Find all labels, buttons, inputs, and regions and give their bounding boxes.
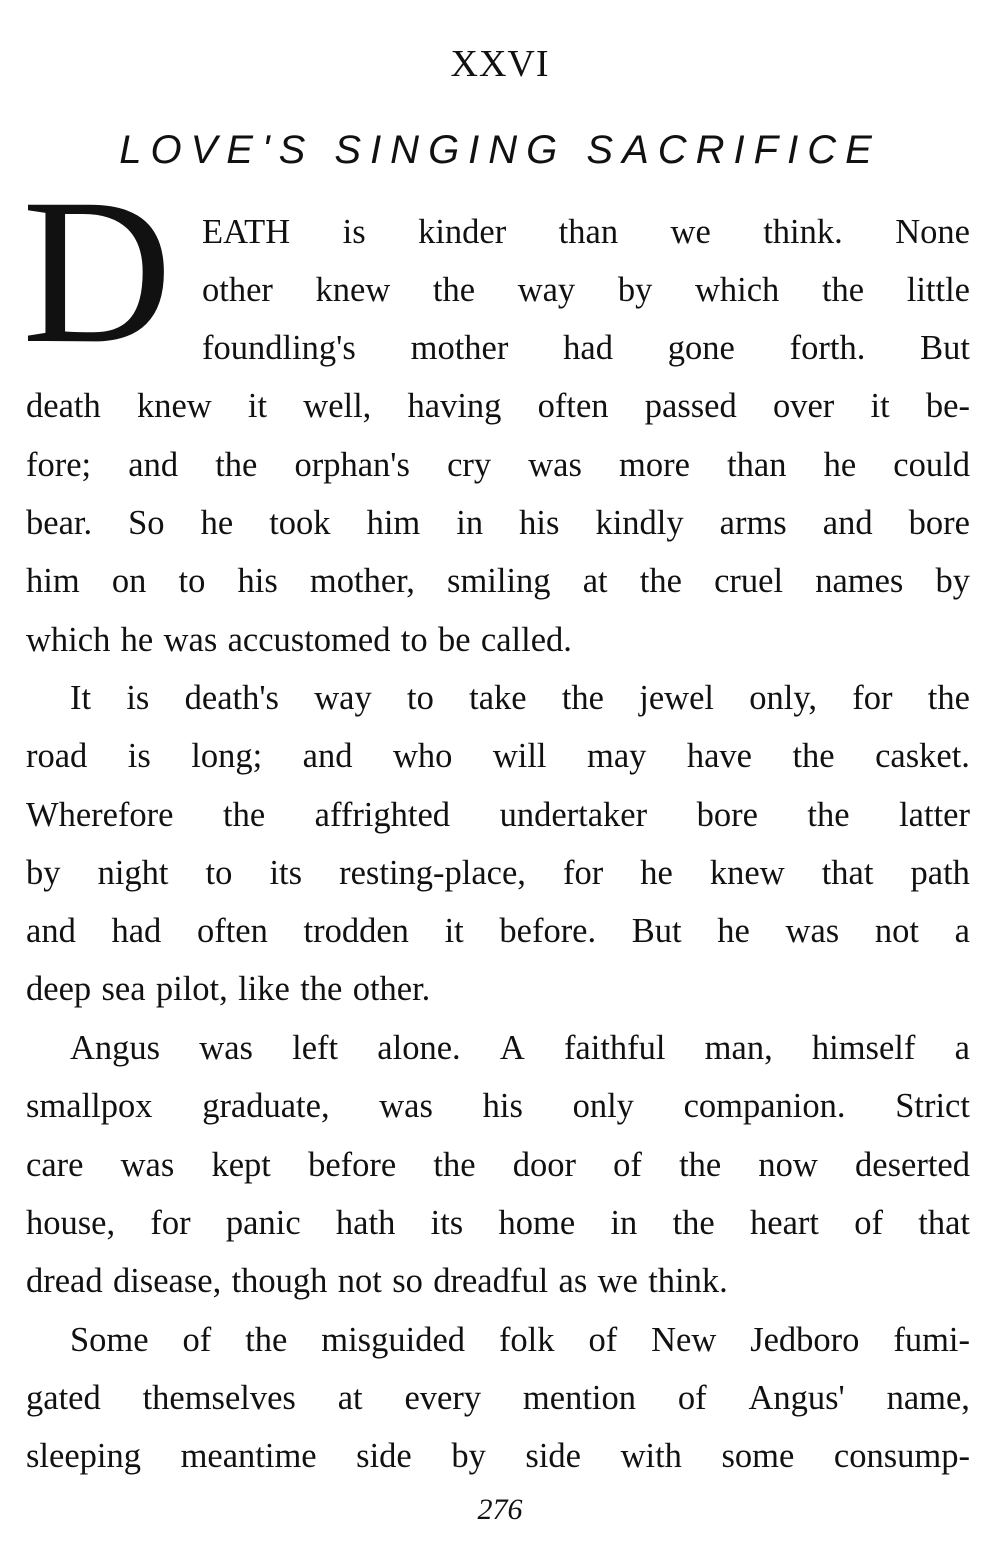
text-line [26, 494, 970, 552]
word: he [120, 621, 154, 659]
word: to [400, 621, 428, 659]
word: in [610, 1204, 638, 1242]
word: arms [719, 504, 787, 542]
page-number: 276 [477, 1493, 523, 1526]
text-line [70, 1311, 970, 1369]
word: panic [225, 1204, 301, 1242]
word: he [823, 446, 857, 484]
word: graduate, [202, 1087, 330, 1125]
word: every [404, 1379, 482, 1417]
word: had [563, 329, 613, 367]
word: could [893, 446, 970, 484]
word: long; [191, 737, 263, 775]
word: cry [447, 446, 492, 484]
word: sleeping [26, 1437, 141, 1475]
word: over [772, 387, 835, 425]
word: its [430, 1204, 464, 1242]
word: it [870, 387, 890, 425]
word: affrighted [314, 796, 451, 834]
word: misguided [321, 1321, 466, 1359]
word: may [586, 737, 647, 775]
word: his [482, 1087, 523, 1125]
word: knew [315, 271, 391, 309]
word: by [935, 562, 970, 600]
word: he [640, 854, 673, 892]
word: kindly [595, 504, 684, 542]
word: is [127, 737, 151, 775]
word: death [26, 387, 101, 425]
word: is [126, 679, 150, 717]
word: themselves [142, 1379, 296, 1417]
word: be- [925, 387, 970, 425]
word: of [182, 1321, 212, 1359]
word: foundling's [202, 329, 356, 367]
text-line [26, 1252, 970, 1310]
word: was [785, 912, 840, 950]
word: house, [26, 1204, 116, 1242]
word: the [679, 1146, 722, 1184]
word: passed [644, 387, 737, 425]
word: on [111, 562, 147, 600]
word: like [238, 970, 290, 1008]
word: deep [26, 970, 92, 1008]
word: him [26, 562, 80, 600]
text-line [202, 261, 970, 319]
word: though [231, 1262, 328, 1300]
chapter-title: LOVE'S SINGING SACRIFICE [119, 128, 881, 172]
word: which [26, 621, 111, 659]
word: knew [709, 854, 785, 892]
word: for [562, 854, 604, 892]
word: the [639, 562, 682, 600]
word: meantime [180, 1437, 317, 1475]
word: way [517, 271, 576, 309]
word: alone. [377, 1029, 461, 1067]
word: latter [899, 796, 970, 834]
word: New [651, 1321, 717, 1359]
word: It [70, 679, 92, 717]
word: at [582, 562, 608, 600]
word: the [300, 970, 343, 1008]
word: the [672, 1204, 715, 1242]
word: of [613, 1146, 642, 1184]
word: only, [749, 679, 817, 717]
text-line [26, 377, 970, 435]
word: other. [352, 970, 431, 1008]
word: man, [704, 1029, 773, 1067]
word: sea [101, 970, 146, 1008]
word: by [451, 1437, 486, 1475]
word: was [163, 621, 218, 659]
word: some [721, 1437, 795, 1475]
word: that [918, 1204, 970, 1242]
word: folk [498, 1321, 555, 1359]
word: was [120, 1146, 175, 1184]
word: dread [26, 1262, 103, 1300]
text-line [26, 611, 970, 669]
word: Angus' [748, 1379, 845, 1417]
word: had [111, 912, 162, 950]
text-line [26, 1077, 970, 1135]
text-line [26, 1136, 970, 1194]
text-line [26, 1194, 970, 1252]
word: name, [886, 1379, 970, 1417]
word: door [512, 1146, 576, 1184]
word: as [558, 1262, 588, 1300]
word: think. [648, 1262, 728, 1300]
word: jewel [639, 679, 714, 717]
text-line [26, 1427, 970, 1485]
word: None [895, 213, 970, 251]
word: pilot, [155, 970, 228, 1008]
word: gone [667, 329, 735, 367]
word: road [26, 737, 88, 775]
word: with [620, 1437, 682, 1475]
word: of [854, 1204, 883, 1242]
text-line [26, 1369, 970, 1427]
word: knew [136, 387, 212, 425]
word: the [245, 1321, 288, 1359]
word: hath [335, 1204, 396, 1242]
word: a [954, 1029, 970, 1067]
word: which [694, 271, 780, 309]
word: it [247, 387, 268, 425]
word: names [815, 562, 904, 600]
word: his [237, 562, 278, 600]
word: mother, [309, 562, 415, 600]
text-line [202, 319, 970, 377]
word: before. [499, 912, 597, 950]
word: he [200, 504, 234, 542]
word: the [927, 679, 970, 717]
word: take [469, 679, 527, 717]
word: Strict [895, 1087, 970, 1125]
word: we [670, 213, 711, 251]
word: often [196, 912, 268, 950]
word: the [222, 796, 266, 834]
word: by [26, 854, 61, 892]
word: not [874, 912, 919, 950]
word: was [528, 446, 582, 484]
word: before [308, 1146, 397, 1184]
drop-cap: D [22, 156, 173, 386]
word: side [356, 1437, 412, 1475]
word: who [392, 737, 453, 775]
word: But [920, 329, 970, 367]
word: himself [811, 1029, 916, 1067]
word: and [822, 504, 873, 542]
word: the [215, 446, 258, 484]
word: heart [750, 1204, 819, 1242]
word: companion. [683, 1087, 846, 1125]
text-line [70, 669, 970, 727]
word: will [492, 737, 547, 775]
word: Wherefore [26, 796, 174, 834]
word: the [433, 1146, 476, 1184]
word: gated [26, 1379, 101, 1417]
word: so [392, 1262, 423, 1300]
word: the [561, 679, 604, 717]
word: of [588, 1321, 618, 1359]
word: trodden [303, 912, 409, 950]
word: and [26, 912, 76, 950]
word: only [572, 1087, 634, 1125]
word: the [821, 271, 865, 309]
word: to [178, 562, 206, 600]
word: mother [410, 329, 509, 367]
word: fumi- [893, 1321, 970, 1359]
word: A [499, 1029, 525, 1067]
word: mention [522, 1379, 636, 1417]
word: of [677, 1379, 707, 1417]
text-line [26, 436, 970, 494]
word: disease, [112, 1262, 222, 1300]
word: resting-place, [339, 854, 526, 892]
word: have [686, 737, 752, 775]
word: called. [480, 621, 572, 659]
word: to [205, 854, 233, 892]
word: smiling [447, 562, 551, 600]
word: smallpox [26, 1087, 153, 1125]
word: Some [70, 1321, 149, 1359]
word: fore; [26, 446, 92, 484]
word: he [717, 912, 750, 950]
text-line [70, 1019, 970, 1077]
text-line [26, 552, 970, 610]
word: for [852, 679, 893, 717]
chapter-number: XXVI [450, 43, 550, 85]
word: not [337, 1262, 382, 1300]
word: path [910, 854, 970, 892]
word: home [498, 1204, 576, 1242]
word: often [537, 387, 609, 425]
text-line [26, 902, 970, 960]
word: its [269, 854, 303, 892]
word: kinder [418, 213, 507, 251]
word: casket. [875, 737, 970, 775]
word: well, [303, 387, 372, 425]
word: than [727, 446, 787, 484]
word: be [437, 621, 471, 659]
word: now [758, 1146, 818, 1184]
word: consump- [833, 1437, 970, 1475]
word: more [619, 446, 690, 484]
word: at [337, 1379, 363, 1417]
word: cruel [714, 562, 784, 600]
text-line [202, 203, 970, 261]
word: deserted [855, 1146, 970, 1184]
word: the [807, 796, 850, 834]
word: think. [763, 213, 843, 251]
word: other [202, 271, 273, 309]
word: by [617, 271, 653, 309]
text-line [26, 844, 970, 902]
word: side [525, 1437, 581, 1475]
word: in [456, 504, 484, 542]
word: dreadful [433, 1262, 549, 1300]
word: So [128, 504, 165, 542]
word: way [314, 679, 372, 717]
word: death's [184, 679, 279, 717]
word: and [302, 737, 353, 775]
word: a [954, 912, 970, 950]
text-line [26, 786, 970, 844]
word: orphan's [294, 446, 410, 484]
word: to [407, 679, 434, 717]
word: little [906, 271, 970, 309]
word: for [150, 1204, 191, 1242]
word: But [631, 912, 682, 950]
word: that [821, 854, 874, 892]
word: Angus [70, 1029, 161, 1067]
word: is [342, 213, 366, 251]
word: undertaker [499, 796, 648, 834]
word: left [292, 1029, 339, 1067]
word: having [407, 387, 502, 425]
word: than [558, 213, 619, 251]
word: the [792, 737, 835, 775]
word: we [597, 1262, 638, 1300]
word: the [432, 271, 476, 309]
word: it [444, 912, 464, 950]
text-line [26, 727, 970, 785]
word: kept [211, 1146, 271, 1184]
text-line [26, 960, 970, 1018]
word: him [366, 504, 421, 542]
word: night [97, 854, 169, 892]
word: was [379, 1087, 433, 1125]
word: bore [908, 504, 970, 542]
word: his [519, 504, 560, 542]
word: took [269, 504, 331, 542]
word: bear. [26, 504, 93, 542]
word: accustomed [227, 621, 391, 659]
word: Jedboro [750, 1321, 860, 1359]
word: care [26, 1146, 84, 1184]
word: was [199, 1029, 253, 1067]
word: and [128, 446, 179, 484]
word: bore [696, 796, 758, 834]
word: EATH [202, 213, 291, 251]
word: faithful [563, 1029, 666, 1067]
word: forth. [789, 329, 866, 367]
